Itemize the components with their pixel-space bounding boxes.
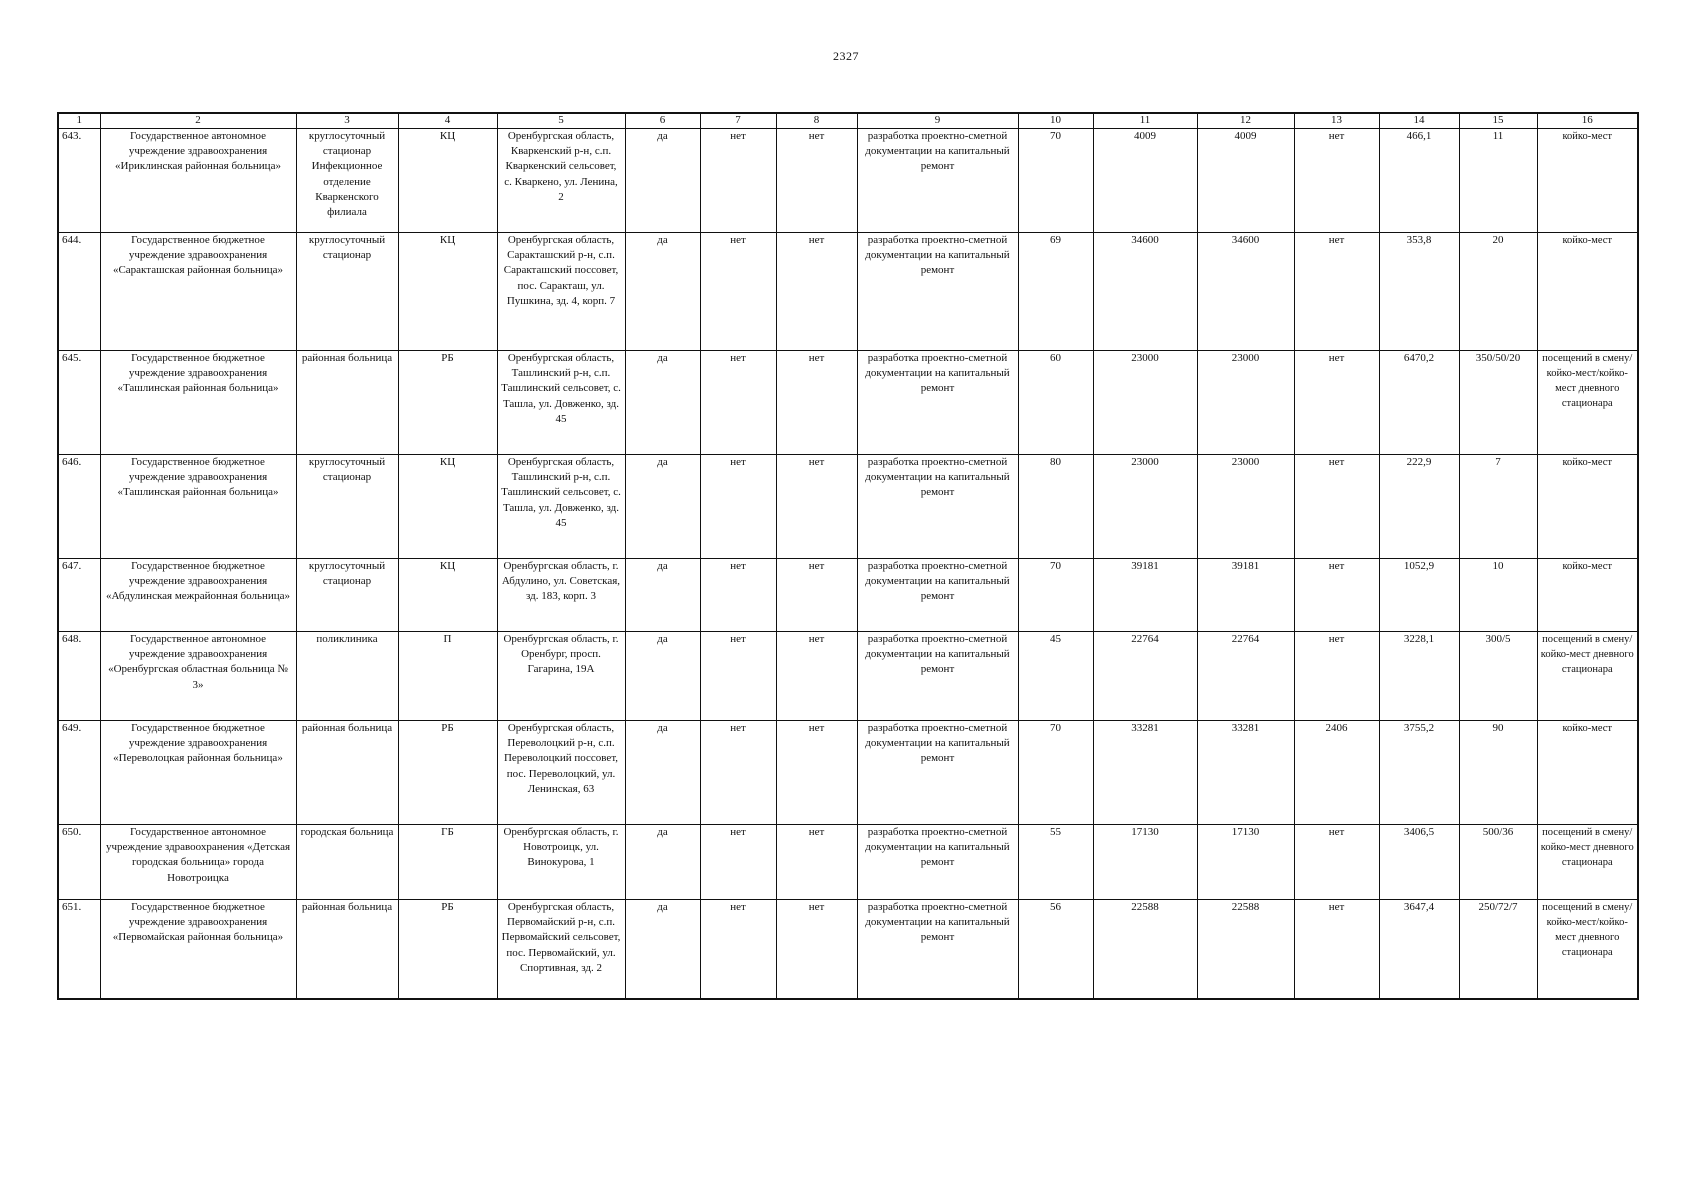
cell-col10: 69 (1018, 233, 1093, 351)
cell-col14: 6470,2 (1379, 351, 1459, 455)
facility-type: районная больница (296, 351, 398, 455)
facility-name: Государственное автономное учреждение здравоохранения «Ириклинская районная больница» (100, 129, 296, 233)
column-number-row (58, 113, 1638, 129)
facility-name: Государственное автономное учреждение здравоохранения «Детская городская больница» города Новотроицка (100, 825, 296, 900)
facility-address: Оренбургская область, Переволоцкий р-н, с.п. Переволоцкий поссовет, пос. Переволоцкий, ул. Ленинская, 63 (497, 721, 625, 825)
cell-col15: 500/36 (1459, 825, 1537, 900)
table-row (58, 129, 1638, 233)
cell-col8: нет (776, 455, 857, 559)
cell-col15: 300/5 (1459, 632, 1537, 721)
cell-col15: 10 (1459, 559, 1537, 632)
cell-col12: 22764 (1197, 632, 1294, 721)
cell-col12: 23000 (1197, 351, 1294, 455)
cell-col7: нет (700, 632, 776, 721)
facility-name: Государственное автономное учреждение здравоохранения «Оренбургская областная больница № 3» (100, 632, 296, 721)
column-header: 10 (1018, 113, 1093, 129)
facility-code: КЦ (398, 233, 497, 351)
cell-col8: нет (776, 129, 857, 233)
column-header: 2 (100, 113, 296, 129)
cell-col15: 11 (1459, 129, 1537, 233)
capacity-unit: койко-мест (1537, 129, 1638, 233)
cell-col10: 60 (1018, 351, 1093, 455)
facility-name: Государственное бюджетное учреждение здравоохранения «Переволоцкая районная больница» (100, 721, 296, 825)
facility-address: Оренбургская область, г. Абдулино, ул. Советская, зд. 183, корп. 3 (497, 559, 625, 632)
cell-col11: 23000 (1093, 351, 1197, 455)
cell-col8: нет (776, 233, 857, 351)
work-description: разработка проектно-сметной документации на капитальный ремонт (857, 900, 1018, 999)
capacity-unit: койко-мест (1537, 233, 1638, 351)
capacity-unit: посещений в смену/койко-мест дневного стационара (1537, 825, 1638, 900)
cell-col14: 1052,9 (1379, 559, 1459, 632)
cell-col13: нет (1294, 900, 1379, 999)
cell-col13: нет (1294, 233, 1379, 351)
row-number: 643. (58, 129, 100, 233)
table-row (58, 900, 1638, 999)
table-row (58, 632, 1638, 721)
facilities-table (57, 112, 1639, 1000)
cell-col14: 3228,1 (1379, 632, 1459, 721)
column-header: 5 (497, 113, 625, 129)
cell-col11: 23000 (1093, 455, 1197, 559)
page-number: 2327 (833, 49, 859, 63)
facility-code: КЦ (398, 129, 497, 233)
capacity-unit: койко-мест (1537, 559, 1638, 632)
facility-name: Государственное бюджетное учреждение здравоохранения «Ташлинская районная больница» (100, 455, 296, 559)
capacity-unit: посещений в смену/койко-мест/койко-мест дневного стационара (1537, 900, 1638, 999)
cell-col6: да (625, 351, 700, 455)
cell-col12: 22588 (1197, 900, 1294, 999)
cell-col8: нет (776, 632, 857, 721)
facility-code: РБ (398, 351, 497, 455)
column-header: 9 (857, 113, 1018, 129)
cell-col13: нет (1294, 559, 1379, 632)
capacity-unit: койко-мест (1537, 721, 1638, 825)
cell-col11: 34600 (1093, 233, 1197, 351)
cell-col12: 23000 (1197, 455, 1294, 559)
facility-name: Государственное бюджетное учреждение здравоохранения «Саракташская районная больница» (100, 233, 296, 351)
cell-col7: нет (700, 351, 776, 455)
facility-code: РБ (398, 900, 497, 999)
row-number: 651. (58, 900, 100, 999)
facility-type: городская больница (296, 825, 398, 900)
work-description: разработка проектно-сметной документации на капитальный ремонт (857, 721, 1018, 825)
cell-col7: нет (700, 721, 776, 825)
facility-type: районная больница (296, 900, 398, 999)
cell-col12: 34600 (1197, 233, 1294, 351)
cell-col10: 45 (1018, 632, 1093, 721)
facility-name: Государственное бюджетное учреждение здравоохранения «Ташлинская районная больница» (100, 351, 296, 455)
cell-col6: да (625, 721, 700, 825)
cell-col6: да (625, 825, 700, 900)
facility-code: ГБ (398, 825, 497, 900)
facility-address: Оренбургская область, Первомайский р-н, с.п. Первомайский сельсовет, пос. Первомайский, ул. Спортивная, зд. 2 (497, 900, 625, 999)
cell-col7: нет (700, 233, 776, 351)
facility-type: круглосуточный стационар (296, 233, 398, 351)
cell-col6: да (625, 129, 700, 233)
cell-col13: нет (1294, 351, 1379, 455)
cell-col13: нет (1294, 129, 1379, 233)
row-number: 650. (58, 825, 100, 900)
row-number: 648. (58, 632, 100, 721)
cell-col8: нет (776, 351, 857, 455)
table-row (58, 233, 1638, 351)
column-header: 6 (625, 113, 700, 129)
row-number: 647. (58, 559, 100, 632)
facility-address: Оренбургская область, Ташлинский р-н, с.п. Ташлинский сельсовет, с. Ташла, ул. Довженко, зд. 45 (497, 455, 625, 559)
work-description: разработка проектно-сметной документации на капитальный ремонт (857, 351, 1018, 455)
facility-name: Государственное бюджетное учреждение здравоохранения «Первомайская районная больница» (100, 900, 296, 999)
facility-address: Оренбургская область, г. Оренбург, просп. Гагарина, 19А (497, 632, 625, 721)
facility-name: Государственное бюджетное учреждение здравоохранения «Абдулинская межрайонная больница» (100, 559, 296, 632)
cell-col12: 4009 (1197, 129, 1294, 233)
cell-col11: 39181 (1093, 559, 1197, 632)
column-header: 13 (1294, 113, 1379, 129)
facility-type: поликлиника (296, 632, 398, 721)
column-header: 1 (58, 113, 100, 129)
cell-col11: 22588 (1093, 900, 1197, 999)
cell-col12: 39181 (1197, 559, 1294, 632)
cell-col6: да (625, 559, 700, 632)
capacity-unit: койко-мест (1537, 455, 1638, 559)
facility-address: Оренбургская область, Ташлинский р-н, с.п. Ташлинский сельсовет, с. Ташла, ул. Довженко, зд. 45 (497, 351, 625, 455)
cell-col15: 20 (1459, 233, 1537, 351)
row-number: 649. (58, 721, 100, 825)
column-header: 11 (1093, 113, 1197, 129)
capacity-unit: посещений в смену/койко-мест дневного стационара (1537, 632, 1638, 721)
cell-col6: да (625, 455, 700, 559)
cell-col12: 33281 (1197, 721, 1294, 825)
cell-col7: нет (700, 455, 776, 559)
cell-col6: да (625, 900, 700, 999)
cell-col10: 80 (1018, 455, 1093, 559)
cell-col6: да (625, 632, 700, 721)
cell-col10: 70 (1018, 721, 1093, 825)
cell-col14: 3755,2 (1379, 721, 1459, 825)
row-number: 645. (58, 351, 100, 455)
facility-type: круглосуточный стационар (296, 455, 398, 559)
table-row (58, 825, 1638, 900)
cell-col12: 17130 (1197, 825, 1294, 900)
cell-col10: 70 (1018, 559, 1093, 632)
table-row (58, 559, 1638, 632)
cell-col8: нет (776, 721, 857, 825)
column-header: 8 (776, 113, 857, 129)
work-description: разработка проектно-сметной документации на капитальный ремонт (857, 559, 1018, 632)
cell-col7: нет (700, 900, 776, 999)
cell-col11: 33281 (1093, 721, 1197, 825)
facility-address: Оренбургская область, Кваркенский р-н, с.п. Кваркенский сельсовет, с. Кваркено, ул. Ленина, 2 (497, 129, 625, 233)
column-header: 16 (1537, 113, 1638, 129)
cell-col8: нет (776, 900, 857, 999)
facility-address: Оренбургская область, Саракташский р-н, с.п. Саракташский поссовет, пос. Саракташ, ул. Пушкина, зд. 4, корп. 7 (497, 233, 625, 351)
facility-type: круглосуточный стационар Инфекционное отделение Кваркенского филиала (296, 129, 398, 233)
row-number: 646. (58, 455, 100, 559)
facility-type: районная больница (296, 721, 398, 825)
cell-col11: 17130 (1093, 825, 1197, 900)
cell-col10: 70 (1018, 129, 1093, 233)
work-description: разработка проектно-сметной документации на капитальный ремонт (857, 632, 1018, 721)
cell-col15: 350/50/20 (1459, 351, 1537, 455)
capacity-unit: посещений в смену/койко-мест/койко-мест дневного стационара (1537, 351, 1638, 455)
work-description: разработка проектно-сметной документации на капитальный ремонт (857, 233, 1018, 351)
facility-address: Оренбургская область, г. Новотроицк, ул. Винокурова, 1 (497, 825, 625, 900)
table-row (58, 455, 1638, 559)
table-row (58, 351, 1638, 455)
cell-col13: нет (1294, 632, 1379, 721)
cell-col6: да (625, 233, 700, 351)
cell-col13: нет (1294, 455, 1379, 559)
cell-col8: нет (776, 559, 857, 632)
column-header: 4 (398, 113, 497, 129)
facility-type: круглосуточный стационар (296, 559, 398, 632)
column-header: 7 (700, 113, 776, 129)
cell-col7: нет (700, 559, 776, 632)
column-header: 15 (1459, 113, 1537, 129)
column-header: 12 (1197, 113, 1294, 129)
cell-col14: 466,1 (1379, 129, 1459, 233)
cell-col15: 90 (1459, 721, 1537, 825)
cell-col14: 3647,4 (1379, 900, 1459, 999)
cell-col13: 2406 (1294, 721, 1379, 825)
column-header: 3 (296, 113, 398, 129)
cell-col10: 56 (1018, 900, 1093, 999)
cell-col10: 55 (1018, 825, 1093, 900)
cell-col7: нет (700, 129, 776, 233)
cell-col11: 4009 (1093, 129, 1197, 233)
work-description: разработка проектно-сметной документации на капитальный ремонт (857, 825, 1018, 900)
work-description: разработка проектно-сметной документации на капитальный ремонт (857, 455, 1018, 559)
facility-code: РБ (398, 721, 497, 825)
facility-code: П (398, 632, 497, 721)
cell-col14: 353,8 (1379, 233, 1459, 351)
cell-col13: нет (1294, 825, 1379, 900)
row-number: 644. (58, 233, 100, 351)
column-header: 14 (1379, 113, 1459, 129)
cell-col8: нет (776, 825, 857, 900)
cell-col7: нет (700, 825, 776, 900)
cell-col14: 3406,5 (1379, 825, 1459, 900)
cell-col11: 22764 (1093, 632, 1197, 721)
facility-code: КЦ (398, 455, 497, 559)
cell-col14: 222,9 (1379, 455, 1459, 559)
facility-code: КЦ (398, 559, 497, 632)
cell-col15: 250/72/7 (1459, 900, 1537, 999)
table-row (58, 721, 1638, 825)
cell-col15: 7 (1459, 455, 1537, 559)
work-description: разработка проектно-сметной документации на капитальный ремонт (857, 129, 1018, 233)
